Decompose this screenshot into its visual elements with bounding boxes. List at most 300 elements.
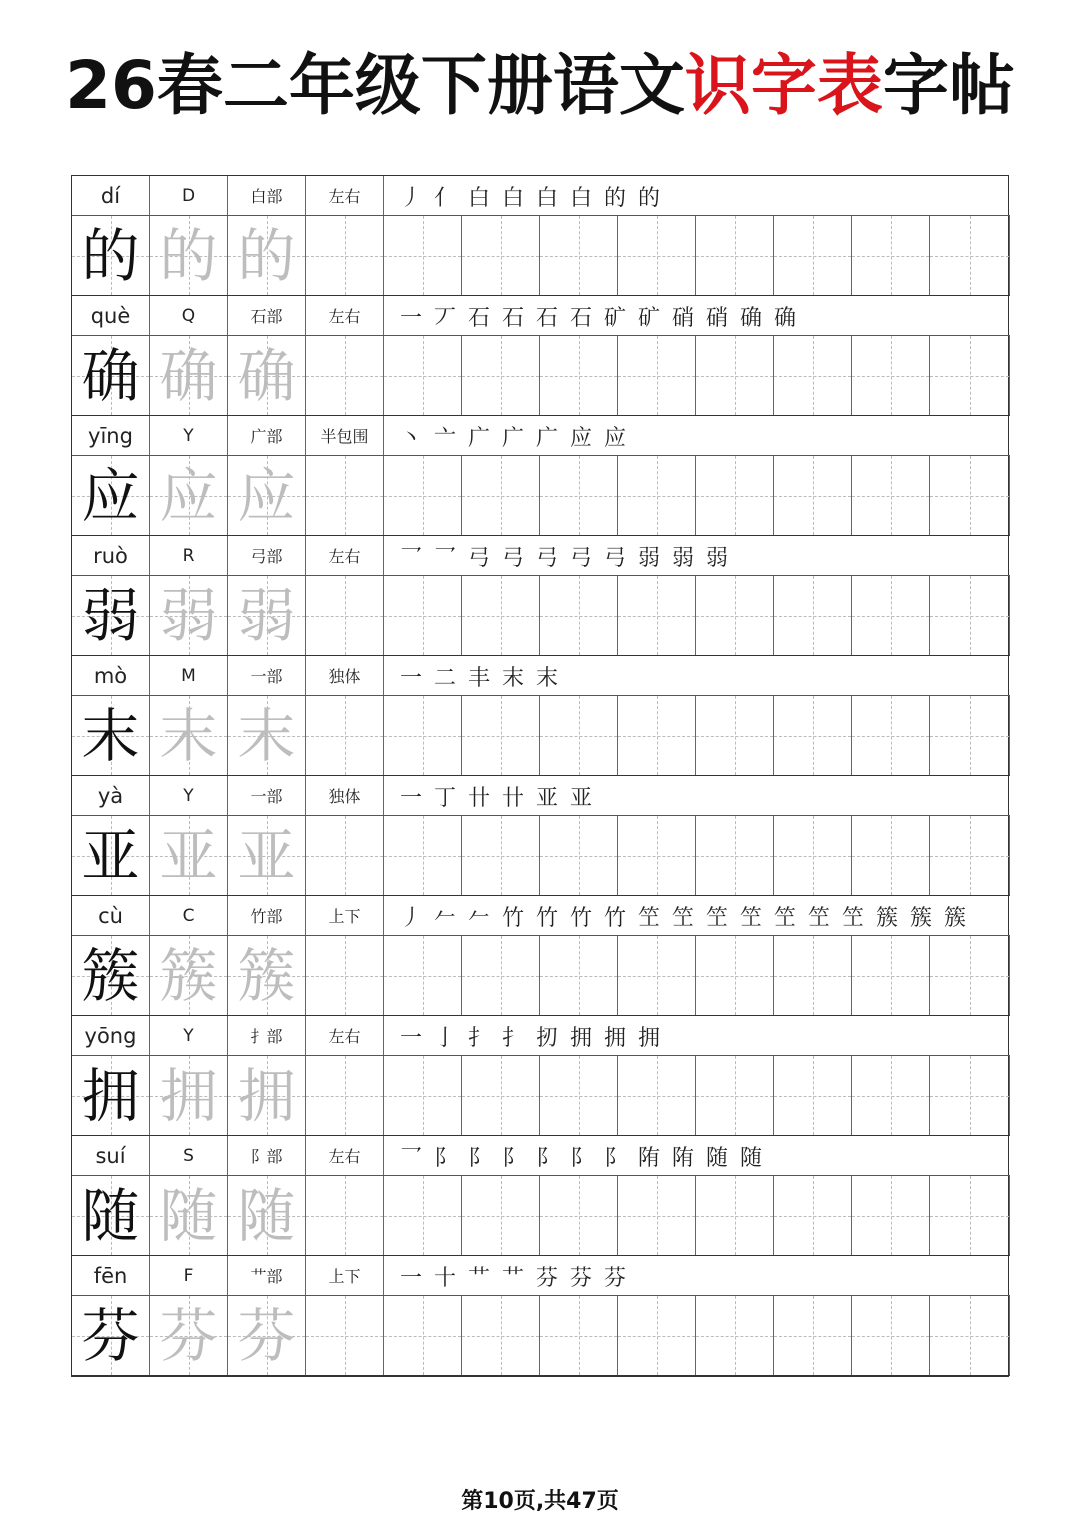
char-entry-2: [72, 416, 1010, 536]
stroke-step: 弱: [671, 545, 694, 571]
blank-practice-cell[interactable]: [696, 696, 774, 775]
blank-practice-cell[interactable]: [618, 936, 696, 1015]
trace-char: 弱: [237, 581, 296, 650]
blank-practice-cell[interactable]: [462, 1056, 540, 1135]
info-row: [72, 416, 1010, 456]
guide-line: [501, 456, 502, 535]
guide-line: [891, 576, 892, 655]
stroke-step: 笁: [773, 905, 796, 931]
blank-practice-cell[interactable]: [930, 1296, 1010, 1375]
blank-practice-cell[interactable]: [462, 456, 540, 535]
stroke-step: 卄: [467, 785, 490, 811]
stroke-step: 簇: [909, 905, 932, 931]
blank-practice-cell[interactable]: [384, 936, 462, 1015]
info-pinyin: ruò: [72, 536, 150, 575]
page-number: 第10页,共47页: [461, 1489, 619, 1514]
blank-practice-cell[interactable]: [618, 216, 696, 295]
stroke-step: 丶: [399, 425, 422, 451]
blank-practice-cell[interactable]: [852, 696, 930, 775]
stroke-step: 白: [501, 185, 524, 211]
stroke-step: 扨: [535, 1025, 558, 1051]
model-char-cell: [228, 1056, 306, 1135]
guide-line: [735, 456, 736, 535]
guide-line: [735, 936, 736, 1015]
blank-practice-cell[interactable]: [618, 1056, 696, 1135]
info-letter: Y: [150, 1016, 228, 1055]
practice-row: [72, 1296, 1010, 1376]
stroke-step: 丿: [399, 185, 422, 211]
guide-line: [891, 216, 892, 295]
practice-row: [72, 936, 1010, 1016]
blank-practice-cell[interactable]: [384, 576, 462, 655]
blank-practice-cell[interactable]: [774, 1176, 852, 1255]
blank-practice-cell[interactable]: [618, 336, 696, 415]
guide-line: [423, 216, 424, 295]
blank-practice-cell[interactable]: [774, 1056, 852, 1135]
guide-line: [813, 216, 814, 295]
blank-practice-cell[interactable]: [852, 216, 930, 295]
char-entry-8: [72, 1136, 1010, 1256]
blank-practice-cell[interactable]: [306, 1176, 384, 1255]
blank-practice-cell[interactable]: [930, 936, 1010, 1015]
info-row: [72, 896, 1010, 936]
stroke-step: 矿: [603, 305, 626, 331]
blank-practice-cell[interactable]: [774, 1296, 852, 1375]
practice-row: [72, 696, 1010, 776]
page-title: [0, 46, 1080, 126]
title-part1: 26春二年级下册语文: [65, 47, 685, 124]
char-entry-5: [72, 776, 1010, 896]
blank-practice-cell[interactable]: [930, 456, 1010, 535]
blank-practice-cell[interactable]: [852, 1176, 930, 1255]
stroke-step: 亚: [535, 785, 558, 811]
blank-practice-cell[interactable]: [618, 696, 696, 775]
guide-line: [813, 1056, 814, 1135]
blank-practice-cell[interactable]: [696, 816, 774, 895]
model-char-cell: [72, 336, 150, 415]
stroke-step: 弓: [603, 545, 626, 571]
char-entry-9: [72, 1256, 1010, 1376]
stroke-step: 乛: [399, 1145, 422, 1171]
blank-practice-cell[interactable]: [306, 696, 384, 775]
stroke-step: 一: [399, 1265, 422, 1291]
blank-practice-cell[interactable]: [462, 576, 540, 655]
blank-practice-cell[interactable]: [384, 1176, 462, 1255]
guide-line: [345, 336, 346, 415]
model-char-cell: [150, 816, 228, 895]
stroke-step: 确: [773, 305, 796, 331]
guide-line: [657, 1176, 658, 1255]
info-structure: 独体: [306, 776, 384, 815]
model-char: 随: [81, 1181, 140, 1250]
blank-practice-cell[interactable]: [462, 936, 540, 1015]
stroke-order: [386, 1256, 1010, 1296]
blank-practice-cell[interactable]: [696, 456, 774, 535]
blank-practice-cell[interactable]: [540, 936, 618, 1015]
trace-char: 弱: [159, 581, 218, 650]
blank-practice-cell[interactable]: [696, 1176, 774, 1255]
stroke-step: 簇: [875, 905, 898, 931]
stroke-step: 广: [535, 425, 558, 451]
model-char-cell: [72, 456, 150, 535]
guide-line: [345, 816, 346, 895]
char-entry-0: [72, 176, 1010, 296]
stroke-step: 随: [705, 1145, 728, 1171]
stroke-step: 竹: [501, 905, 524, 931]
blank-practice-cell[interactable]: [852, 576, 930, 655]
guide-line: [657, 336, 658, 415]
stroke-step: 弓: [569, 545, 592, 571]
blank-practice-cell[interactable]: [540, 1056, 618, 1135]
guide-line: [345, 1176, 346, 1255]
practice-row: [72, 216, 1010, 296]
guide-line: [423, 936, 424, 1015]
guide-line: [579, 1176, 580, 1255]
stroke-step: 一: [399, 1025, 422, 1051]
info-radical: 一部: [228, 776, 306, 815]
guide-line: [423, 696, 424, 775]
stroke-step: 卄: [501, 785, 524, 811]
info-row: [72, 1136, 1010, 1176]
stroke-step: 阝: [501, 1145, 524, 1171]
blank-practice-cell[interactable]: [306, 936, 384, 1015]
model-char: 芬: [81, 1301, 140, 1370]
stroke-step: 弓: [535, 545, 558, 571]
guide-line: [501, 1296, 502, 1375]
blank-practice-cell[interactable]: [618, 456, 696, 535]
info-letter: F: [150, 1256, 228, 1295]
stroke-order: [386, 296, 1010, 336]
guide-line: [423, 1296, 424, 1375]
info-letter: Y: [150, 776, 228, 815]
guide-line: [891, 696, 892, 775]
blank-practice-cell[interactable]: [930, 696, 1010, 775]
model-char-cell: [228, 216, 306, 295]
stroke-step: 笁: [705, 905, 728, 931]
stroke-step: 簇: [943, 905, 966, 931]
stroke-step: 亅: [433, 1025, 456, 1051]
trace-char: 末: [237, 701, 296, 770]
blank-practice-cell[interactable]: [696, 576, 774, 655]
blank-practice-cell[interactable]: [462, 1176, 540, 1255]
blank-practice-cell[interactable]: [384, 696, 462, 775]
blank-practice-cell[interactable]: [852, 1056, 930, 1135]
info-radical: 石部: [228, 296, 306, 335]
model-char-cell: [150, 1056, 228, 1135]
stroke-step: 乛: [433, 545, 456, 571]
stroke-step: 的: [603, 185, 626, 211]
guide-line: [423, 1176, 424, 1255]
info-row: [72, 296, 1010, 336]
blank-practice-cell[interactable]: [384, 456, 462, 535]
info-row: [72, 176, 1010, 216]
blank-practice-cell[interactable]: [384, 336, 462, 415]
guide-line: [501, 816, 502, 895]
blank-practice-cell[interactable]: [306, 1296, 384, 1375]
blank-practice-cell[interactable]: [540, 1176, 618, 1255]
guide-line: [657, 456, 658, 535]
practice-row: [72, 1056, 1010, 1136]
info-letter: Y: [150, 416, 228, 455]
blank-practice-cell[interactable]: [696, 936, 774, 1015]
blank-practice-cell[interactable]: [618, 816, 696, 895]
blank-practice-cell[interactable]: [696, 216, 774, 295]
model-char-cell: [72, 936, 150, 1015]
stroke-step: 弱: [637, 545, 660, 571]
trace-char: 应: [159, 461, 218, 530]
blank-practice-cell[interactable]: [930, 576, 1010, 655]
blank-practice-cell[interactable]: [384, 1056, 462, 1135]
guide-line: [735, 576, 736, 655]
trace-char: 的: [237, 221, 296, 290]
char-entry-7: [72, 1016, 1010, 1136]
stroke-step: 丁: [433, 785, 456, 811]
stroke-step: 弓: [467, 545, 490, 571]
guide-line: [970, 936, 971, 1015]
trace-char: 随: [159, 1181, 218, 1250]
guide-line: [813, 576, 814, 655]
blank-practice-cell[interactable]: [774, 936, 852, 1015]
info-pinyin: què: [72, 296, 150, 335]
blank-practice-cell[interactable]: [852, 816, 930, 895]
stroke-step: 拥: [569, 1025, 592, 1051]
blank-practice-cell[interactable]: [384, 216, 462, 295]
info-structure: 半包围: [306, 416, 384, 455]
blank-practice-cell[interactable]: [852, 336, 930, 415]
stroke-order: [386, 896, 1010, 936]
blank-practice-cell[interactable]: [462, 336, 540, 415]
stroke-step: 艹: [467, 1265, 490, 1291]
blank-practice-cell[interactable]: [930, 336, 1010, 415]
blank-practice-cell[interactable]: [930, 1176, 1010, 1255]
info-structure: 上下: [306, 896, 384, 935]
stroke-order: [386, 416, 1010, 456]
info-pinyin: yà: [72, 776, 150, 815]
guide-line: [657, 936, 658, 1015]
info-pinyin: dí: [72, 176, 150, 215]
guide-line: [345, 1296, 346, 1375]
model-char: 的: [81, 221, 140, 290]
blank-practice-cell[interactable]: [774, 696, 852, 775]
practice-row: [72, 336, 1010, 416]
stroke-order: [386, 656, 1010, 696]
model-char-cell: [72, 576, 150, 655]
guide-line: [813, 696, 814, 775]
info-pinyin: fēn: [72, 1256, 150, 1295]
model-char-cell: [72, 216, 150, 295]
stroke-step: 广: [467, 425, 490, 451]
stroke-order: [386, 176, 1010, 216]
trace-char: 末: [159, 701, 218, 770]
blank-practice-cell[interactable]: [852, 1296, 930, 1375]
stroke-step: 石: [501, 305, 524, 331]
blank-practice-cell[interactable]: [774, 456, 852, 535]
guide-line: [579, 936, 580, 1015]
trace-char: 芬: [237, 1301, 296, 1370]
blank-practice-cell[interactable]: [852, 456, 930, 535]
guide-line: [501, 936, 502, 1015]
guide-line: [813, 1176, 814, 1255]
model-char-cell: [228, 1176, 306, 1255]
blank-practice-cell[interactable]: [306, 456, 384, 535]
guide-line: [657, 696, 658, 775]
blank-practice-cell[interactable]: [774, 336, 852, 415]
guide-line: [813, 816, 814, 895]
info-radical: 阝部: [228, 1136, 306, 1175]
model-char-cell: [150, 336, 228, 415]
trace-char: 应: [237, 461, 296, 530]
blank-practice-cell[interactable]: [540, 456, 618, 535]
guide-line: [891, 1296, 892, 1375]
blank-practice-cell[interactable]: [462, 816, 540, 895]
guide-line: [579, 1056, 580, 1135]
model-char-cell: [228, 816, 306, 895]
stroke-step: 阝: [535, 1145, 558, 1171]
blank-practice-cell[interactable]: [696, 1056, 774, 1135]
stroke-step: 石: [467, 305, 490, 331]
practice-row: [72, 576, 1010, 656]
blank-practice-cell[interactable]: [384, 816, 462, 895]
blank-practice-cell[interactable]: [306, 816, 384, 895]
guide-line: [579, 216, 580, 295]
blank-practice-cell[interactable]: [618, 1296, 696, 1375]
practice-row: [72, 816, 1010, 896]
guide-line: [735, 816, 736, 895]
guide-line: [345, 936, 346, 1015]
stroke-step: 丆: [433, 305, 456, 331]
blank-practice-cell[interactable]: [540, 576, 618, 655]
blank-practice-cell[interactable]: [540, 696, 618, 775]
info-radical: 竹部: [228, 896, 306, 935]
practice-row: [72, 1176, 1010, 1256]
guide-line: [735, 1056, 736, 1135]
blank-practice-cell[interactable]: [774, 576, 852, 655]
stroke-order: [386, 776, 1010, 816]
guide-line: [345, 696, 346, 775]
trace-char: 簇: [237, 941, 296, 1010]
blank-practice-cell[interactable]: [852, 936, 930, 1015]
guide-line: [423, 816, 424, 895]
blank-practice-cell[interactable]: [774, 816, 852, 895]
guide-line: [501, 1056, 502, 1135]
char-entry-4: [72, 656, 1010, 776]
guide-line: [345, 1056, 346, 1135]
blank-practice-cell[interactable]: [462, 1296, 540, 1375]
stroke-step: 末: [501, 665, 524, 691]
model-char-cell: [228, 576, 306, 655]
stroke-step: 十: [433, 1265, 456, 1291]
blank-practice-cell[interactable]: [540, 336, 618, 415]
model-char-cell: [72, 816, 150, 895]
model-char: 末: [81, 701, 140, 770]
stroke-step: 笁: [841, 905, 864, 931]
trace-char: 芬: [159, 1301, 218, 1370]
guide-line: [579, 576, 580, 655]
blank-practice-cell[interactable]: [930, 1056, 1010, 1135]
guide-line: [423, 456, 424, 535]
blank-practice-cell[interactable]: [696, 1296, 774, 1375]
guide-line: [345, 576, 346, 655]
stroke-step: 艹: [501, 1265, 524, 1291]
trace-char: 拥: [237, 1061, 296, 1130]
guide-line: [579, 336, 580, 415]
guide-line: [891, 936, 892, 1015]
model-char-cell: [228, 696, 306, 775]
trace-char: 亚: [159, 821, 218, 890]
guide-line: [579, 696, 580, 775]
guide-line: [657, 1056, 658, 1135]
stroke-step: 丰: [467, 665, 490, 691]
blank-practice-cell[interactable]: [306, 576, 384, 655]
blank-practice-cell[interactable]: [306, 336, 384, 415]
guide-line: [970, 816, 971, 895]
stroke-order: [386, 1016, 1010, 1056]
blank-practice-cell[interactable]: [384, 1296, 462, 1375]
blank-practice-cell[interactable]: [930, 216, 1010, 295]
model-char-cell: [72, 1056, 150, 1135]
info-pinyin: yōng: [72, 1016, 150, 1055]
model-char: 确: [81, 341, 140, 410]
blank-practice-cell[interactable]: [618, 576, 696, 655]
blank-practice-cell[interactable]: [462, 696, 540, 775]
stroke-step: 𠂉: [467, 905, 490, 931]
guide-line: [657, 216, 658, 295]
blank-practice-cell[interactable]: [540, 816, 618, 895]
stroke-step: 一: [399, 305, 422, 331]
guide-line: [501, 576, 502, 655]
blank-practice-cell[interactable]: [540, 216, 618, 295]
info-pinyin: mò: [72, 656, 150, 695]
stroke-step: 石: [569, 305, 592, 331]
blank-practice-cell[interactable]: [306, 1056, 384, 1135]
guide-line: [970, 576, 971, 655]
info-row: [72, 536, 1010, 576]
model-char-cell: [150, 576, 228, 655]
trace-char: 确: [237, 341, 296, 410]
guide-line: [970, 216, 971, 295]
guide-line: [579, 816, 580, 895]
stroke-step: 应: [569, 425, 592, 451]
info-radical: 广部: [228, 416, 306, 455]
model-char: 簇: [81, 941, 140, 1010]
guide-line: [501, 1176, 502, 1255]
guide-line: [657, 576, 658, 655]
stroke-step: 芬: [535, 1265, 558, 1291]
guide-line: [813, 1296, 814, 1375]
blank-practice-cell[interactable]: [306, 216, 384, 295]
info-structure: 独体: [306, 656, 384, 695]
info-letter: C: [150, 896, 228, 935]
stroke-step: 广: [501, 425, 524, 451]
stroke-step: 乛: [399, 545, 422, 571]
blank-practice-cell[interactable]: [930, 816, 1010, 895]
trace-char: 随: [237, 1181, 296, 1250]
blank-practice-cell[interactable]: [462, 216, 540, 295]
trace-char: 亚: [237, 821, 296, 890]
stroke-step: 阝: [603, 1145, 626, 1171]
guide-line: [970, 1176, 971, 1255]
blank-practice-cell[interactable]: [696, 336, 774, 415]
blank-practice-cell[interactable]: [774, 216, 852, 295]
guide-line: [579, 1296, 580, 1375]
info-radical: 一部: [228, 656, 306, 695]
blank-practice-cell[interactable]: [618, 1176, 696, 1255]
char-entry-6: [72, 896, 1010, 1016]
blank-practice-cell[interactable]: [540, 1296, 618, 1375]
stroke-step: 弓: [501, 545, 524, 571]
model-char-cell: [228, 936, 306, 1015]
model-char: 应: [81, 461, 140, 530]
